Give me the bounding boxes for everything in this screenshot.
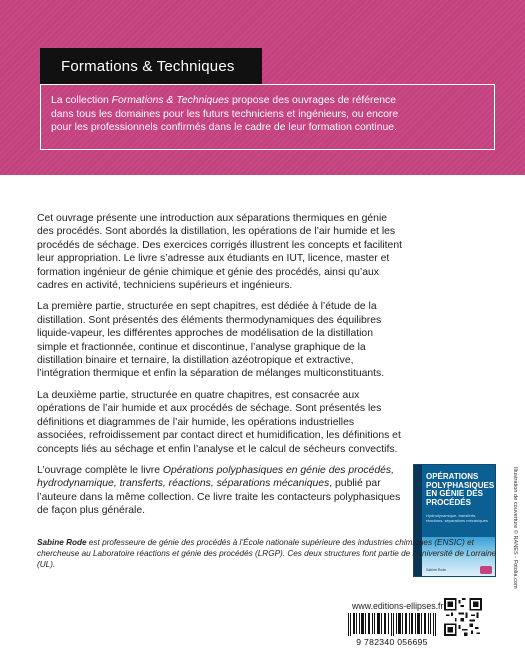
publisher-website[interactable]: www.editions-ellipses.fr bbox=[352, 601, 444, 611]
barcode-icon bbox=[346, 613, 438, 636]
collection-line: dans tous les domaines pour les futurs techniciens et ingénieurs, ou encore bbox=[51, 108, 399, 120]
isbn-number: 9 782340 056695 bbox=[356, 637, 428, 647]
author-bio: Sabine Rode est professeure de génie des procédés à l’École nationale supérieure des industries chimiques (ENSIC) et chercheuse au Laboratoire réactions et génie des procédés (LRGP). Ces deux structures font partie de l’Université de Lorraine (UL). bbox=[37, 538, 497, 569]
collection-description bbox=[40, 84, 495, 150]
cover-credit: Illustration de couverture © RANES - Fotolia.com bbox=[512, 467, 518, 589]
cover-subtitle: Hydrodynamique, transferts, réactions, séparations mécaniques bbox=[426, 513, 488, 523]
cover-author: Sabine Rode bbox=[426, 568, 447, 572]
qr-code-icon[interactable] bbox=[444, 598, 482, 636]
series-title: Formations & Techniques bbox=[40, 48, 262, 84]
summary-paragraph: La deuxième partie, structurée en quatre chapitres, est consacrée aux opérations de l’air humide et aux procédés de séchage. Sont présentés les définitions et diagrammes de l’air humide, les opérations industrielles associées, refroidissement par contact direct et humidification, les définitions et concepts liés au séchage et enfin l’analyse et le calcul de sécheurs convectifs. bbox=[37, 389, 401, 455]
collection-line: pour les professionnels confirmés dans le cadre de leur formation continue. bbox=[51, 122, 397, 133]
summary-paragraph: L’ouvrage complète le livre Opérations polyphasiques en génie des procédés, hydrodynamique, transferts, réactions, séparations mécaniques, publié par l’auteure dans la même collection. Ce livre traite les contacteurs polyphasiques de façon plus générale. bbox=[37, 464, 401, 517]
summary-paragraph: La première partie, structurée en sept chapitres, est dédiée à l’étude de la distillation. Sont présentés des éléments thermodynamiques des équilibres liquide-vapeur, les différentes approches de modélisation de la distillation simple et fractionnée, continue et discontinue, l’analyse graphique de la distillation binaire et ternaire, la distillation azéotropique et extractive, l’intégration thermique et enfin la séparation de mélanges multiconstituants. bbox=[37, 301, 385, 380]
book-summary bbox=[37, 212, 403, 526]
cover-title: OPÉRATIONS POLYPHASIQUES EN GÉNIE DES PROCÉDÉS bbox=[426, 472, 495, 507]
collection-line: La collection Formations & Techniques propose des ouvrages de référence bbox=[51, 95, 397, 106]
summary-paragraph: Cet ouvrage présente une introduction aux séparations thermiques en génie des procédés. Sont abordés la distillation, les opérations de l’air humide et les procédés de séchage. Des exercices corrigés illustrent les concepts et facilitent leur appropriation. Le livre s’adresse aux étudiants en IUT, licence, master et formation ingénieur de génie chimique et génie des procédés, ainsi qu’aux cadres en activité, techniciens supérieurs et ingénieurs. bbox=[37, 213, 403, 292]
collection-banner bbox=[0, 0, 525, 175]
